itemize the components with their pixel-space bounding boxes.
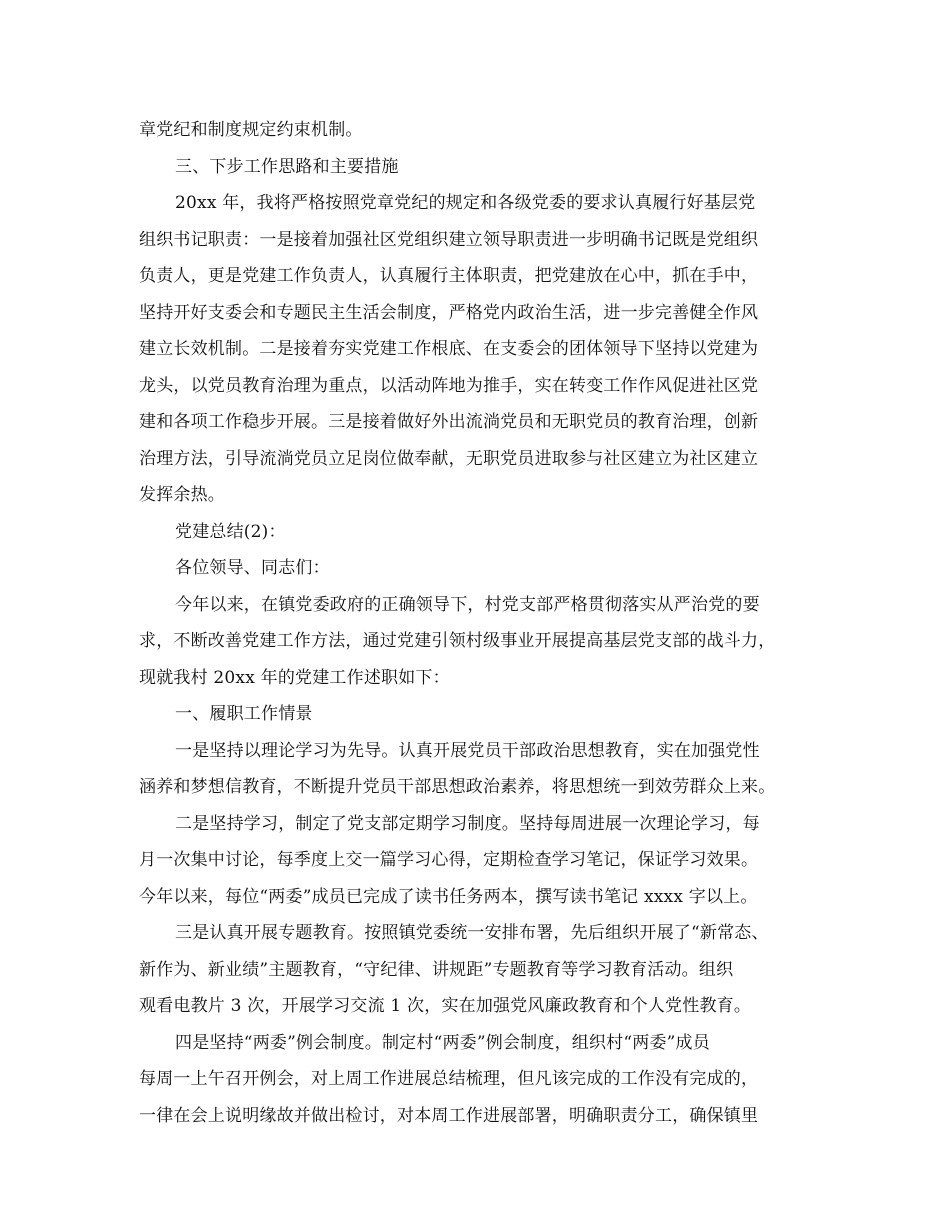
text-line: 建立长效机制。二是接着夯实党建工作根底、在支委会的团体领导下坚持以党建为 <box>139 339 759 359</box>
text-line: 二是坚持学习，制定了党支部定期学习制度。坚持每周进展一次理论学习，每 <box>175 813 760 834</box>
document-body <box>139 112 819 1134</box>
salutation-line: 各位领导、同志们： <box>175 558 330 578</box>
text-line: 负责人，更是党建工作负责人，认真履行主体职责，把党建放在心中，抓在手中， <box>139 266 759 286</box>
text-line: 一律在会上说明缘故并做出检讨，对本周工作进展部署，明确职责分工，确保镇里 <box>139 1105 759 1126</box>
text-line: 发挥余热。 <box>139 485 225 505</box>
text-line: 今年以来，每位“两委”成员已完成了读书任务两本，撰写读书笔记 xxxx 字以上。 <box>139 886 758 907</box>
section-heading: 三、下步工作思路和主要措施 <box>175 156 399 177</box>
text-line: 现就我村 20xx 年的党建工作述职如下： <box>139 667 450 688</box>
text-line: 龙头，以党员教育治理为重点，以活动阵地为推手，实在转变工作作风促进社区党 <box>139 375 759 396</box>
text-line: 求，不断改善党建工作方法，通过党建引领村级事业开展提高基层党支部的战斗力， <box>139 631 776 651</box>
text-line: 涵养和梦想信教育，不断提升党员干部思想政治素养，将思想统一到效劳群众上来。 <box>139 777 776 797</box>
text-line: 组织书记职责：一是接着加强社区党组织建立领导职责进一步明确书记既是党组织 <box>139 229 759 250</box>
text-line: 建和各项工作稳步开展。三是接着做好外出流淌党员和无职党员的教育治理，创新 <box>139 412 759 432</box>
text-line: 三是认真开展专题教育。按照镇党委统一安排布署，先后组织开展了“新常态、 <box>175 923 769 943</box>
text-line: 20xx 年，我将严格按照党章党纪的规定和各级党委的要求认真履行好基层党 <box>175 193 756 213</box>
text-line: 一是坚持以理论学习为先导。认真开展党员干部政治思想教育，实在加强党性 <box>175 740 760 761</box>
text-line: 四是坚持“两委”例会制度。制定村“两委”例会制度，组织村“两委”成员 <box>175 1032 710 1053</box>
text-line: 今年以来，在镇党委政府的正确领导下，村党支部严格贯彻落实从严治党的要 <box>175 594 760 615</box>
text-line: 观看电教片 3 次，开展学习交流 1 次，实在加强党风廉政教育和个人党性教育。 <box>139 996 752 1016</box>
subtitle-line: 党建总结(2)： <box>175 521 286 542</box>
text-line: 每周一上午召开例会，对上周工作进展总结梳理，但凡该完成的工作没有完成的， <box>139 1069 759 1089</box>
text-line: 月一次集中讨论，每季度上交一篇学习心得，定期检查学习笔记，保证学习效果。 <box>139 850 759 870</box>
text-line: 坚持开好支委会和专题民主生活会制度，严格党内政治生活，进一步完善健全作风 <box>139 302 759 323</box>
text-line: 章党纪和制度规定约束机制。 <box>139 120 363 140</box>
text-line: 治理方法，引导流淌党员立足岗位做奉献，无职党员进取参与社区建立为社区建立 <box>139 448 759 469</box>
section-heading: 一、履职工作情景 <box>175 704 313 724</box>
text-line: 新作为、新业绩”主题教育，“守纪律、讲规距”专题教育等学习教育活动。组织 <box>139 959 734 980</box>
